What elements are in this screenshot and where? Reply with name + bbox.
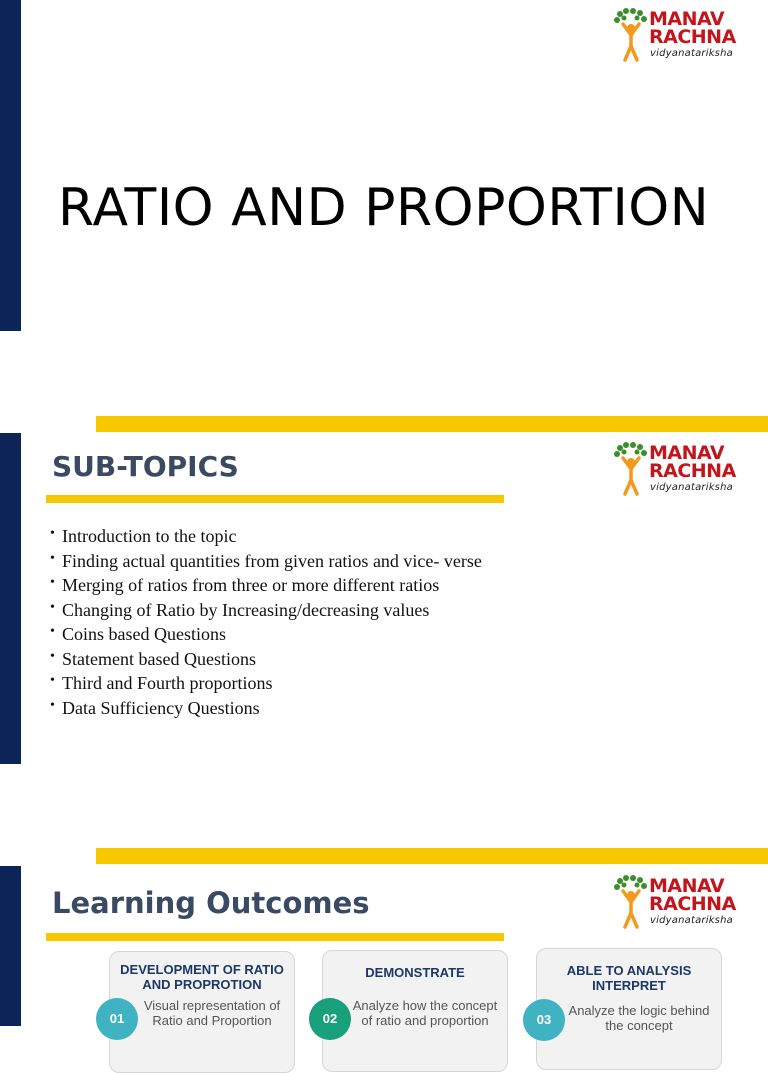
logo-word-manav: MANAV [649, 875, 725, 897]
list-item-text: Introduction to the topic [62, 526, 237, 546]
list-item-text: Merging of ratios from three or more different ratios [62, 575, 440, 595]
bullet-icon: • [50, 624, 55, 639]
list-item [50, 524, 482, 549]
slide-title [0, 0, 768, 432]
list-item-text: Statement based Questions [62, 648, 256, 669]
card-title: ABLE TO ANALYSIS INTERPRET [566, 963, 692, 993]
card-description: Analyze the logic behind the concept [568, 1003, 710, 1033]
manav-rachna-logo [614, 442, 752, 498]
manav-rachna-logo [614, 875, 752, 931]
list-item-text: Finding actual quantities from given ratios and vice- verse [62, 550, 482, 571]
outcome-card [109, 951, 295, 1073]
outcome-card [322, 950, 508, 1072]
left-accent-bar [0, 866, 21, 1026]
card-title: DEVELOPMENT OF RATIO AND PROPROTION [120, 962, 284, 992]
list-item-text: Data Sufficiency Questions [62, 697, 260, 718]
heading-underline [46, 495, 504, 503]
yellow-band [96, 848, 768, 864]
yellow-band [96, 416, 768, 432]
section-heading: Learning Outcomes [52, 886, 370, 920]
bullet-icon: • [50, 599, 55, 615]
page-title: RATIO AND PROPORTION [58, 178, 710, 238]
tree-person-icon [614, 875, 648, 931]
logo-word-manav: MANAV [649, 8, 725, 30]
logo-tagline: vidyanatariksha [650, 48, 733, 59]
list-item-text: Coins based Questions [62, 624, 226, 644]
tree-person-icon [614, 442, 648, 498]
list-item [50, 647, 482, 672]
step-number-badge: 03 [523, 999, 565, 1041]
list-item-text: Changing of Ratio by Increasing/decreasing values [62, 599, 430, 620]
list-item-text: Third and Fourth proportions [62, 673, 273, 693]
card-title: DEMONSTRATE [365, 965, 465, 980]
bullet-icon: • [50, 648, 55, 664]
bullet-icon: • [50, 526, 55, 541]
logo-tagline: vidyanatariksha [650, 482, 733, 493]
list-item [50, 573, 482, 598]
logo-word-manav: MANAV [649, 442, 725, 464]
subtopic-list [50, 524, 482, 720]
logo-word-rachna: RACHNA [649, 26, 736, 48]
left-accent-bar [0, 433, 21, 764]
bullet-icon: • [50, 575, 55, 590]
tree-person-icon [614, 8, 648, 64]
card-description: Visual representation of Ratio and Proportion [143, 998, 281, 1028]
outcome-card [536, 948, 722, 1070]
list-item [50, 671, 482, 696]
list-item [50, 696, 482, 721]
list-item [50, 549, 482, 574]
logo-word-rachna: RACHNA [649, 460, 736, 482]
bullet-icon: • [50, 550, 55, 566]
left-accent-bar [0, 0, 21, 331]
slide-learning-outcomes [0, 865, 768, 1033]
heading-underline [46, 933, 504, 941]
manav-rachna-logo [614, 8, 752, 64]
bullet-icon: • [50, 697, 55, 713]
step-number-badge: 02 [309, 998, 351, 1040]
logo-word-rachna: RACHNA [649, 893, 736, 915]
bullet-icon: • [50, 673, 55, 688]
list-item [50, 622, 482, 647]
slide-subtopics [0, 432, 768, 865]
card-description: Analyze how the concept of ratio and proportion [352, 998, 498, 1028]
section-heading: SUB-TOPICS [52, 450, 239, 483]
logo-tagline: vidyanatariksha [650, 915, 733, 926]
step-number-badge: 01 [96, 998, 138, 1040]
list-item [50, 598, 482, 623]
